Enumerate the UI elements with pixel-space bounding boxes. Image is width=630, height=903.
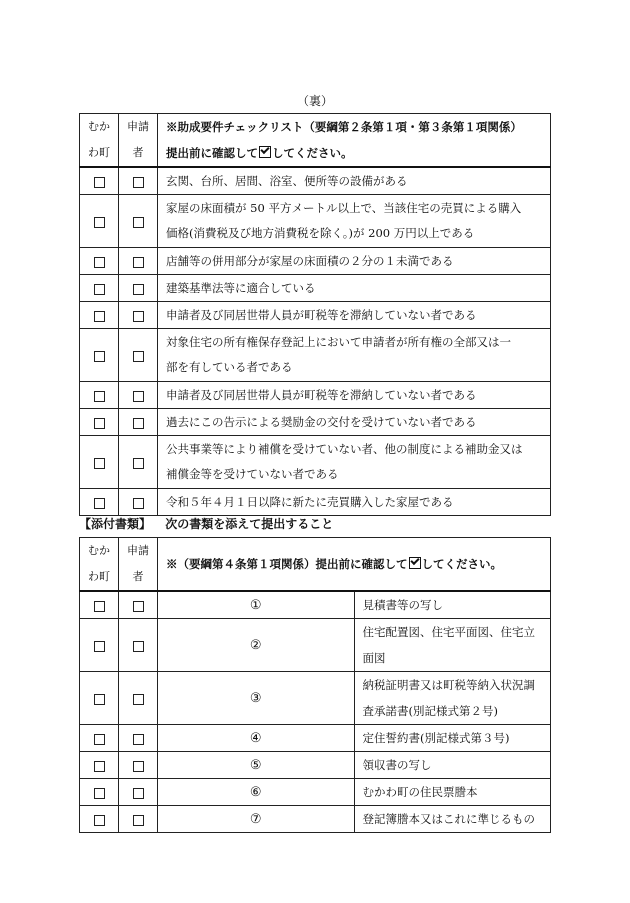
attachment-row <box>80 725 551 752</box>
checkbox[interactable] <box>133 815 144 826</box>
checkbox[interactable] <box>133 641 144 652</box>
checkbox[interactable] <box>133 761 144 772</box>
attachment-text: 定住誓約書(別記様式第３号) <box>354 725 551 752</box>
checkbox-cell-municipality <box>80 591 119 619</box>
checkbox[interactable] <box>133 694 144 705</box>
checkbox[interactable] <box>133 351 144 362</box>
checkbox-cell-municipality <box>80 752 119 779</box>
attachments-header-row <box>80 538 551 592</box>
checkbox-cell-applicant <box>119 591 158 619</box>
checkbox[interactable] <box>94 177 105 188</box>
checkbox[interactable] <box>94 694 105 705</box>
checkbox-cell-municipality <box>80 382 119 409</box>
checklist-row <box>80 248 551 275</box>
attachment-row <box>80 779 551 806</box>
checkbox-cell-applicant <box>119 382 158 409</box>
requirement-text: 家屋の床面積が 50 平方メートル以上で、当該住宅の売買による購入 価格(消費税及び地方消費税を除く。)が 200 万円以上である <box>158 195 551 248</box>
checkbox-cell-applicant <box>119 409 158 436</box>
attachment-row <box>80 619 551 672</box>
checkbox[interactable] <box>94 284 105 295</box>
checkbox[interactable] <box>133 601 144 612</box>
checkbox-cell-municipality <box>80 436 119 489</box>
checklist-header-row <box>80 114 551 168</box>
requirement-text: 対象住宅の所有権保存登記上において申請者が所有権の全部又は一 部を有している者である <box>158 329 551 382</box>
checkbox-cell-applicant <box>119 195 158 248</box>
checkbox-cell-applicant <box>119 275 158 302</box>
checkbox[interactable] <box>133 458 144 469</box>
attachment-row <box>80 591 551 619</box>
checklist-row <box>80 195 551 248</box>
requirement-text: 過去にこの告示による奨励金の交付を受けていない者である <box>158 409 551 436</box>
checkbox[interactable] <box>94 788 105 799</box>
checkbox-cell-municipality <box>80 167 119 195</box>
checkbox[interactable] <box>133 734 144 745</box>
checklist-row <box>80 489 551 516</box>
checkbox-cell-municipality <box>80 806 119 833</box>
checkbox-cell-applicant <box>119 167 158 195</box>
checklist-row <box>80 275 551 302</box>
checkbox-cell-applicant <box>119 436 158 489</box>
checklist-row <box>80 329 551 382</box>
attachment-number: ③ <box>158 672 355 725</box>
attachment-text: むかわ町の住民票謄本 <box>354 779 551 806</box>
checkbox[interactable] <box>94 601 105 612</box>
checked-checkbox-icon <box>409 557 421 569</box>
checkbox-cell-applicant <box>119 725 158 752</box>
checkbox[interactable] <box>133 391 144 402</box>
checkbox[interactable] <box>133 177 144 188</box>
attachment-row <box>80 806 551 833</box>
checkbox[interactable] <box>133 284 144 295</box>
checkbox[interactable] <box>133 418 144 429</box>
checklist-row <box>80 382 551 409</box>
checkbox[interactable] <box>94 815 105 826</box>
checkbox[interactable] <box>94 641 105 652</box>
checklist-instruction: 提出前に確認して してください。 <box>166 146 353 160</box>
checkbox-cell-applicant <box>119 489 158 516</box>
attachment-number: ⑥ <box>158 779 355 806</box>
checkbox[interactable] <box>94 351 105 362</box>
checklist-row <box>80 436 551 489</box>
checkbox-cell-applicant <box>119 619 158 672</box>
checkbox-cell-applicant <box>119 302 158 329</box>
column-header-applicant: 申請 者 <box>119 538 158 592</box>
checkbox[interactable] <box>94 761 105 772</box>
checkbox[interactable] <box>94 458 105 469</box>
attachment-number: ⑤ <box>158 752 355 779</box>
checkbox-cell-municipality <box>80 302 119 329</box>
checkbox[interactable] <box>94 734 105 745</box>
checkbox-cell-municipality <box>80 489 119 516</box>
checkbox-cell-applicant <box>119 779 158 806</box>
checklist-row <box>80 167 551 195</box>
column-header-applicant: 申請 者 <box>119 114 158 168</box>
checkbox-cell-applicant <box>119 329 158 382</box>
checklist-row <box>80 409 551 436</box>
attachment-number: ① <box>158 591 355 619</box>
checkbox-cell-municipality <box>80 672 119 725</box>
attachments-checklist-table <box>79 537 551 833</box>
attachment-text: 納税証明書又は町税等納入状況調査承諾書(別記様式第２号) <box>354 672 551 725</box>
checkbox-cell-municipality <box>80 329 119 382</box>
checkbox-cell-applicant <box>119 672 158 725</box>
checkbox-cell-applicant <box>119 248 158 275</box>
column-header-municipality: むか わ町 <box>80 114 119 168</box>
requirement-text: 公共事業等により補償を受けていない者、他の制度による補助金又は 補償金等を受けていない者である <box>158 436 551 489</box>
requirement-text: 玄関、台所、居間、浴室、便所等の設備がある <box>158 167 551 195</box>
attachment-text: 見積書等の写し <box>354 591 551 619</box>
checkbox[interactable] <box>133 311 144 322</box>
checkbox-cell-municipality <box>80 195 119 248</box>
checkbox-cell-municipality <box>80 409 119 436</box>
attachment-number: ⑦ <box>158 806 355 833</box>
requirement-text: 申請者及び同居世帯人員が町税等を滞納していない者である <box>158 382 551 409</box>
attachment-text: 登記簿謄本又はこれに準じるもの <box>354 806 551 833</box>
requirement-text: 令和５年４月１日以降に新たに売買購入した家屋である <box>158 489 551 516</box>
checkbox[interactable] <box>133 498 144 509</box>
checkbox[interactable] <box>94 257 105 268</box>
checkbox-cell-municipality <box>80 779 119 806</box>
checkbox[interactable] <box>133 788 144 799</box>
attachments-heading <box>79 515 333 532</box>
attachment-text: 住宅配置図、住宅平面図、住宅立面図 <box>354 619 551 672</box>
attachment-row <box>80 672 551 725</box>
checkbox[interactable] <box>94 418 105 429</box>
checkbox[interactable] <box>94 391 105 402</box>
attachment-text: 領収書の写し <box>354 752 551 779</box>
attachment-number: ② <box>158 619 355 672</box>
requirement-text: 店舗等の併用部分が家屋の床面積の２分の１未満である <box>158 248 551 275</box>
page-side-mark: （裏） <box>296 94 333 108</box>
checked-checkbox-icon <box>259 146 271 158</box>
attachments-title: ※（要綱第４条第１項関係）提出前に確認して してください。 <box>158 538 551 592</box>
checkbox[interactable] <box>133 217 144 228</box>
attachment-row <box>80 752 551 779</box>
requirements-checklist-table <box>79 113 551 516</box>
checklist-row <box>80 302 551 329</box>
checkbox-cell-municipality <box>80 725 119 752</box>
checklist-title <box>158 114 551 168</box>
attachments-label: 【添付書類】 <box>79 517 152 531</box>
checkbox[interactable] <box>94 217 105 228</box>
column-header-municipality: むか わ町 <box>80 538 119 592</box>
checkbox-cell-municipality <box>80 275 119 302</box>
checkbox-cell-applicant <box>119 806 158 833</box>
checkbox-cell-municipality <box>80 619 119 672</box>
attachment-number: ④ <box>158 725 355 752</box>
attachments-subtitle: 次の書類を添えて提出すること <box>165 517 334 531</box>
checklist-title-text: ※助成要件チェックリスト（要綱第２条第１項・第３条第１項関係） <box>166 120 522 134</box>
requirement-text: 建築基準法等に適合している <box>158 275 551 302</box>
requirement-text: 申請者及び同居世帯人員が町税等を滞納していない者である <box>158 302 551 329</box>
checkbox[interactable] <box>133 257 144 268</box>
checkbox[interactable] <box>94 311 105 322</box>
checkbox[interactable] <box>94 498 105 509</box>
checkbox-cell-applicant <box>119 752 158 779</box>
checkbox-cell-municipality <box>80 248 119 275</box>
